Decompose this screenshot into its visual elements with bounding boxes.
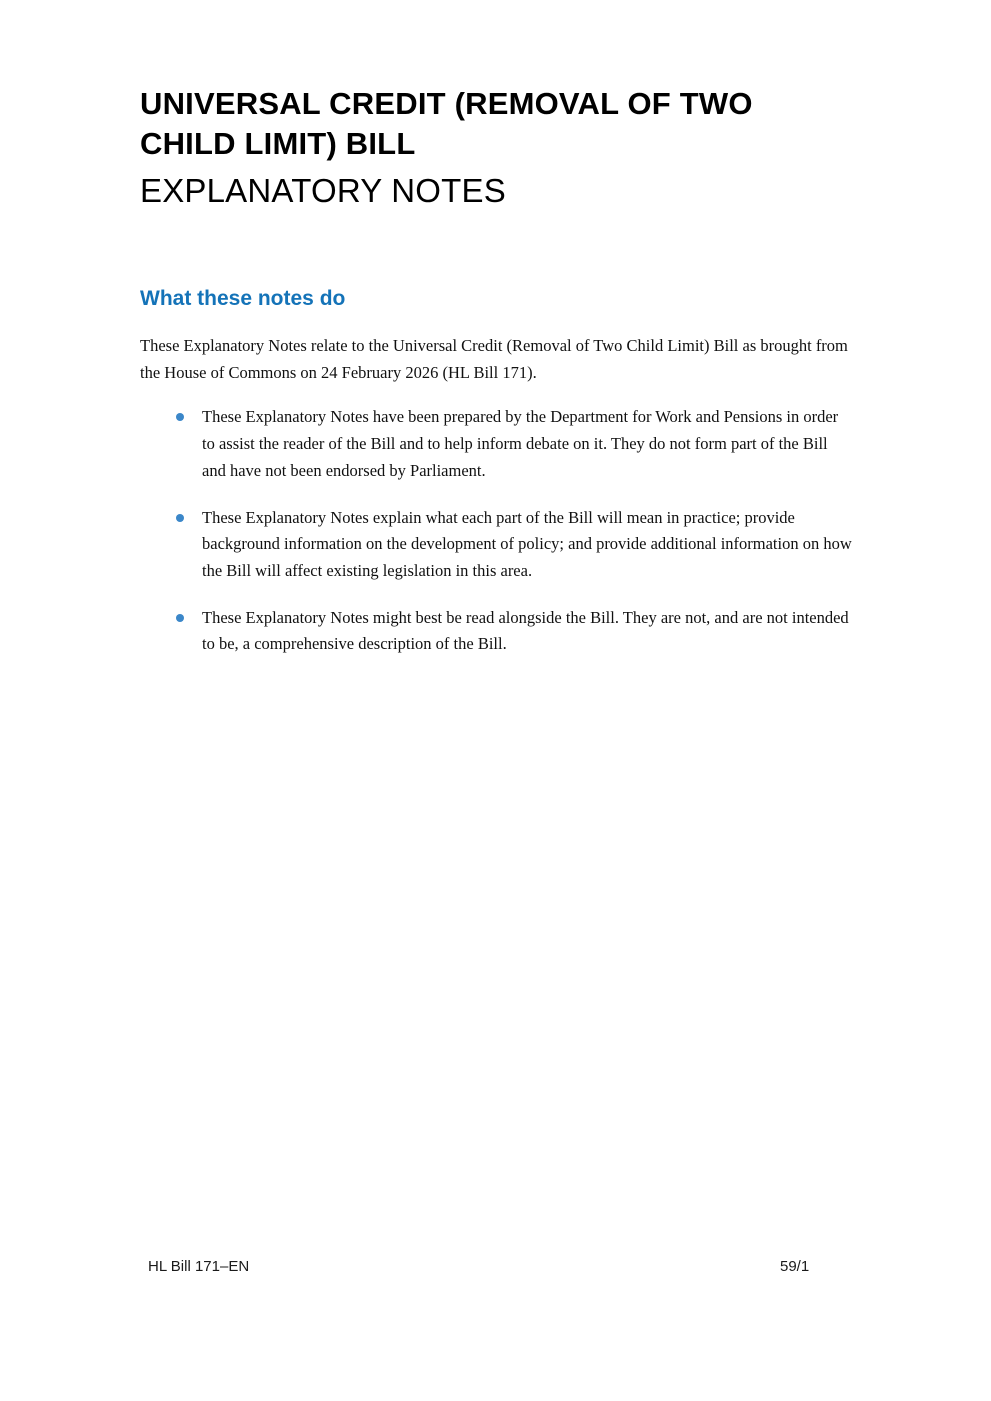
list-item: [140, 505, 852, 585]
document-subtitle: EXPLANATORY NOTES: [140, 172, 506, 210]
intro-paragraph: These Explanatory Notes relate to the Universal Credit (Removal of Two Child Limit) Bill as brought from the House of Commons on 24 February 2026 (HL Bill 171).: [140, 335, 848, 382]
footer-bill-reference: HL Bill 171–EN: [148, 1258, 250, 1275]
section-heading-what-these-notes-do: What these notes do: [140, 286, 346, 310]
bullet-dot-icon: [176, 514, 184, 522]
bullet-dot-icon: [176, 413, 184, 421]
list-item: [140, 404, 852, 484]
notes-bullet-list: [140, 404, 852, 658]
list-item-text: These Explanatory Notes explain what each part of the Bill will mean in practice; provide background information on the development of policy; and provide additional information on how the Bill will affect existing legislation in this area.: [202, 507, 852, 580]
page-title: UNIVERSAL CREDIT (REMOVAL OF TWO CHILD LIMIT) BILL: [140, 86, 753, 161]
document-content: [140, 84, 852, 678]
list-item: [140, 605, 852, 658]
footer-page-number: 59/1: [780, 1258, 810, 1275]
page-footer: [140, 1258, 852, 1280]
list-item-text: These Explanatory Notes have been prepared by the Department for Work and Pensions in order to assist the reader of the Bill and to help inform debate on it. They do not form part of the Bill and have not been endorsed by Parliament.: [202, 407, 839, 480]
bullet-dot-icon: [176, 614, 184, 622]
list-item-text: These Explanatory Notes might best be read alongside the Bill. They are not, and are not intended to be, a comprehensive description of the Bill.: [202, 607, 849, 654]
